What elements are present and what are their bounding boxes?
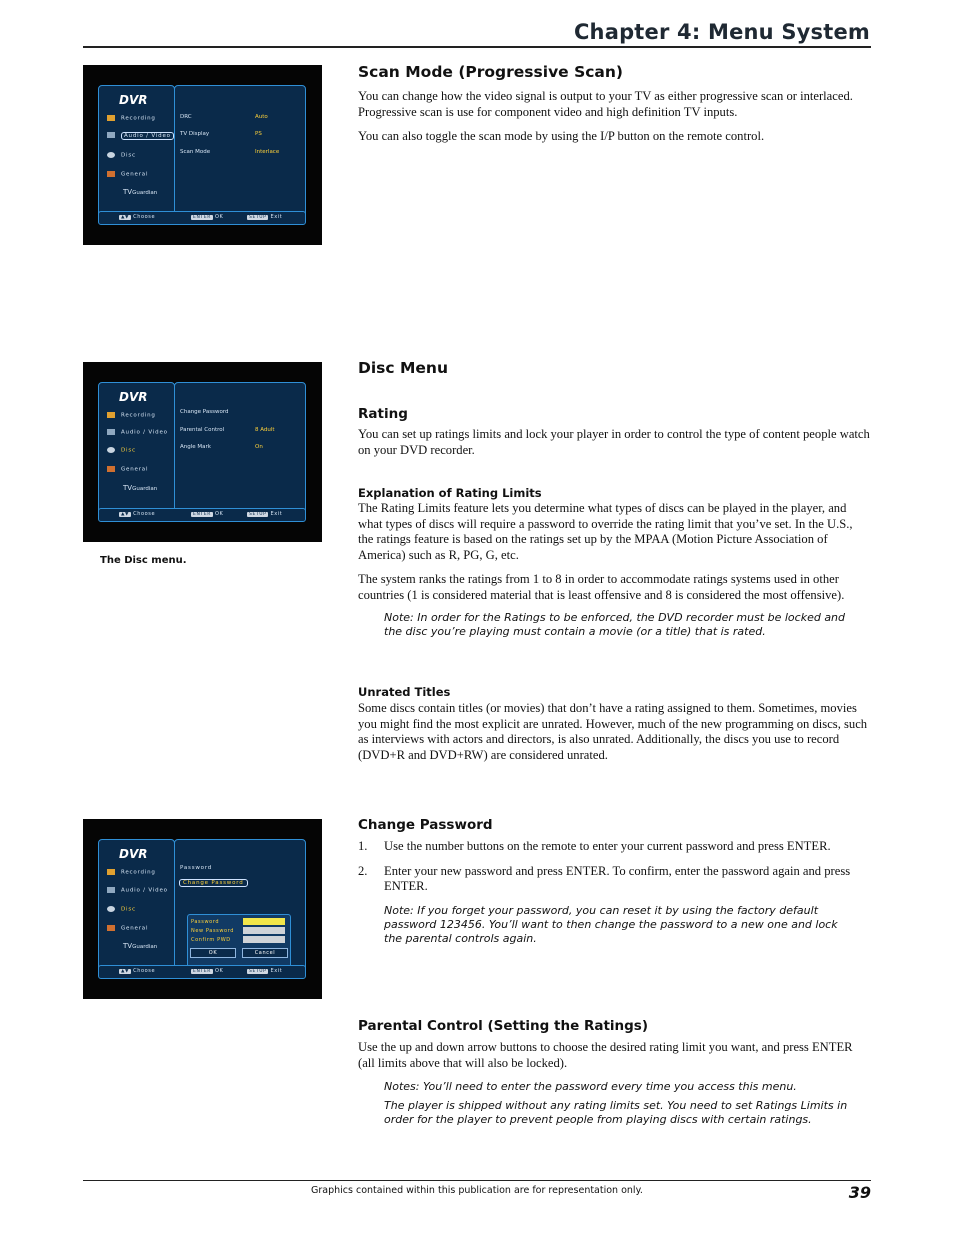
menu-item-general: General (107, 466, 148, 473)
change-password-screenshot (83, 819, 322, 999)
menu-panel (98, 85, 175, 223)
setting-row: Scan Mode Interlace (180, 149, 280, 155)
menu-item-general: General (107, 171, 148, 178)
scan-mode-paragraph: You can change how the video signal is output to your TV as either progressive scan or interlaced. Progressive scan is use for component video and high definition TV inputs. (358, 89, 853, 119)
disc-menu-screenshot (83, 362, 322, 542)
setting-row: TV Display PS (180, 131, 262, 137)
disc-menu-heading: Disc Menu (358, 359, 448, 377)
recording-icon (107, 115, 115, 121)
disc-menu-caption: The Disc menu. (100, 555, 187, 566)
ok-button: OK (190, 948, 236, 958)
explanation-paragraph: The Rating Limits feature lets you determine what types of discs can be played in the player, and what types of discs will require a password to override the rating limit that you’ve set. In the U.S., the ratings feature is based on the ratings set up by the MPAA (Motion Picture Association of America) such as R, PG, G, etc. (358, 501, 853, 562)
button-bar: ▲▼ Choose ENTER OK SETUP Exit (98, 965, 306, 979)
footer-rule (83, 1180, 871, 1181)
change-password-heading: Change Password (358, 817, 493, 833)
menu-item-audio-video: Audio / Video (107, 132, 174, 139)
parental-control-note: The player is shipped without any rating limits set. You need to set Ratings Limits in order for the player to prevent people from playing discs with certain ratings. (384, 1099, 848, 1126)
setting-row: Password (180, 865, 213, 871)
button-bar: ▲▼ Choose ENTER OK SETUP Exit (98, 508, 306, 522)
cancel-button: Cancel (242, 948, 288, 958)
dvr-logo: DVR (119, 390, 148, 404)
scan-mode-screenshot (83, 65, 322, 245)
list-item: 2. Enter your new password and press ENTER. To confirm, enter the password again and press ENTER. (358, 863, 851, 893)
menu-item-tv-guardian: TVGuardian (123, 942, 158, 950)
explanation-heading: Explanation of Rating Limits (358, 486, 542, 500)
ratings-note: Note: In order for the Ratings to be enforced, the DVD recorder must be locked and the disc you’re playing must contain a movie (or a title) that is rated. (384, 611, 846, 638)
menu-item-audio-video: Audio / Video (107, 887, 168, 894)
disc-icon (107, 906, 115, 912)
menu-panel (98, 839, 175, 977)
setting-row-selected: Change Password (179, 879, 248, 887)
menu-item-disc: Disc (107, 906, 136, 913)
menu-item-audio-video: Audio / Video (107, 429, 168, 436)
setting-row: DRC Auto (180, 114, 268, 120)
audio-video-icon (107, 132, 115, 138)
settings-panel (174, 839, 306, 977)
parental-control-heading: Parental Control (Setting the Ratings) (358, 1018, 649, 1034)
password-note: Note: If you forget your password, you can reset it by using the factory default password 123456. You’ll want to then change the password to a new one and lock the parental controls again. (384, 904, 838, 945)
menu-item-recording: Recording (107, 115, 156, 122)
menu-item-tv-guardian: TVGuardian (123, 484, 158, 492)
audio-video-icon (107, 887, 115, 893)
confirm-password-field (243, 936, 285, 943)
general-icon (107, 171, 115, 177)
disc-icon (107, 152, 115, 158)
setting-row: Angle Mark On (180, 444, 263, 450)
general-icon (107, 466, 115, 472)
menu-item-recording: Recording (107, 869, 156, 876)
general-icon (107, 925, 115, 931)
menu-item-disc: Disc (107, 152, 136, 159)
menu-item-general: General (107, 925, 148, 932)
unrated-heading: Unrated Titles (358, 685, 451, 699)
menu-item-tv-guardian: TVGuardian (123, 188, 158, 196)
header-rule (83, 46, 871, 48)
button-bar: ▲▼ Choose ENTER OK SETUP Exit (98, 211, 306, 225)
dvr-logo: DVR (119, 847, 148, 861)
disc-icon (107, 447, 115, 453)
parental-control-note: Notes: You’ll need to enter the password every time you access this menu. (384, 1080, 797, 1093)
scan-mode-heading: Scan Mode (Progressive Scan) (358, 63, 624, 81)
scan-mode-paragraph: You can also toggle the scan mode by using the I/P button on the remote control. (358, 129, 765, 143)
recording-icon (107, 412, 115, 418)
rating-heading: Rating (358, 406, 408, 422)
menu-panel (98, 382, 175, 520)
dvr-logo: DVR (119, 93, 148, 107)
rating-paragraph: You can set up ratings limits and lock your player in order to control the type of content people watch on your DVD recorder. (358, 427, 870, 457)
settings-panel (174, 382, 306, 520)
recording-icon (107, 869, 115, 875)
setting-row: Parental Control 8 Adult (180, 427, 275, 433)
change-password-steps (358, 839, 870, 904)
unrated-paragraph: Some discs contain titles (or movies) that don’t have a rating assigned to them. Sometimes, movies you might find the most explicit are unrated. However, much of the new programming on discs, such as interviews with actors and directors, is also unrated. Additionally, the discs you use to record (DVD+R and DVD+RW) are considered unrated. (358, 701, 868, 762)
setting-row: Change Password (180, 409, 229, 415)
password-field (243, 918, 285, 925)
parental-control-paragraph: Use the up and down arrow buttons to choose the desired rating limit you want, and press ENTER (all limits above that will also be locked). (358, 1040, 853, 1070)
explanation-paragraph: The system ranks the ratings from 1 to 8 in order to accommodate ratings systems used in other countries (1 is considered material that is least offensive and 8 is considered the most offensive). (358, 572, 845, 602)
audio-video-icon (107, 429, 115, 435)
password-dialog: Password New Password Confirm PWD OK Cancel (187, 914, 291, 968)
settings-panel (174, 85, 306, 223)
list-item: 1. Use the number buttons on the remote to enter your current password and press ENTER. (358, 839, 831, 853)
page-number: 39 (848, 1183, 871, 1202)
chapter-title: Chapter 4: Menu System (573, 20, 870, 44)
menu-item-disc: Disc (107, 447, 136, 454)
new-password-field (243, 927, 285, 934)
menu-item-recording: Recording (107, 412, 156, 419)
footer-disclaimer: Graphics contained within this publication are for representation only. (311, 1185, 643, 1196)
